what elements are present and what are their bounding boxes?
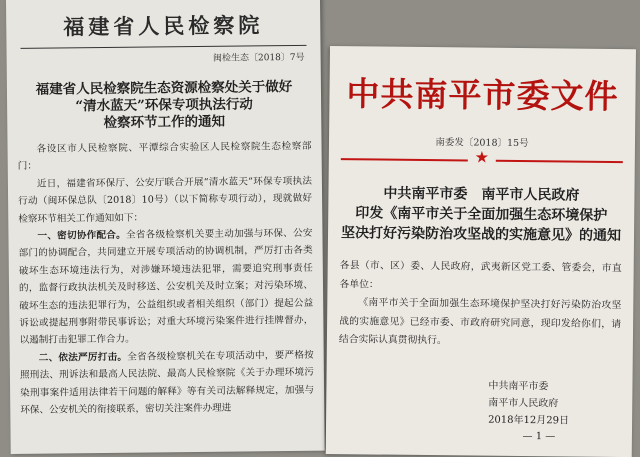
header-rule <box>21 45 307 49</box>
issue-date: 2018年12月29日 <box>488 414 570 427</box>
title-line: 检察环节工作的通知 <box>103 113 226 131</box>
doc-number: 闽检生态〔2018〕7号 <box>212 52 305 64</box>
body-paragraph: 《南平市关于全面加强生态环境保护坚决打好污染防治攻坚战的实施意见》已经市委、市政府研究同意，现印发给你们，请结合实际认真贯彻执行。 <box>338 297 622 347</box>
procuratorate-notice-page <box>6 0 325 454</box>
red-rule-right <box>496 160 623 163</box>
section-2-heading: 二、依法严厉打击。 <box>38 351 128 364</box>
agency-header: 福建省人民检察院 <box>63 12 264 40</box>
notice-body <box>17 138 314 420</box>
municipal-committee-document-page <box>326 46 636 457</box>
red-rule-with-star <box>341 147 623 168</box>
intro-paragraph: 近日，福建省环保厅、公安厅联合开展“清水蓝天”环保专项执法行动（闽环保总队〔2018〕10号）（以下简称专项行动），现就做好检察环节相关工作通知如下： <box>18 175 313 225</box>
notice-title <box>340 183 623 246</box>
page-number: — 1 — <box>522 430 556 442</box>
signatory: 中共南平市委 <box>488 380 549 392</box>
title-line: 中共南平市委 南平市人民政府 <box>383 185 580 204</box>
section-2 <box>20 347 315 420</box>
section-2-text: 全省各级检察机关在专项活动中，要严格按照刑法、刑诉法和最高人民法院、最高人民检察院《关于办理环境污染刑事案件适用法律若干问题的解释》等有关司法解释规定，加强与环保、公安机关的衔接联系，密切关注案件办理进 <box>19 349 315 416</box>
section-1-text: 全省各级检察机关要主动加强与环保、公安部门的协调配合，共同建立开展专项活动的协调机制，严厉打击各类破坏生态环境违法行为，对涉嫌环境违法犯罪，需要追究刑事责任的，监督行政执法机关及时移送、公安机关及时立案；对污染环境、破坏生态的违法犯罪行为，公益组织或者相关组织（部门）提起公益诉讼或提起刑事附带民事诉讼；对重大环境污染案件进行挂牌督办，以遏制打击犯罪工作合力。 <box>18 227 314 347</box>
red-masthead: 中共南平市委文件 <box>346 74 619 117</box>
addressee: 各县（市、区）委、人民政府，武夷新区党工委、管委会，市直各单位： <box>339 260 622 291</box>
signatory: 南平市人民政府 <box>488 397 559 409</box>
section-1 <box>18 225 313 350</box>
star-icon: ★ <box>474 147 490 167</box>
notice-body <box>339 257 622 352</box>
title-line: 福建省人民检察院生态资源检察处关于做好 <box>35 79 293 98</box>
notice-title <box>17 79 312 133</box>
title-line: “清水蓝天”环保专项执法行动 <box>75 96 253 115</box>
red-rule-left <box>341 158 468 161</box>
doc-number: 南委发〔2018〕15号 <box>435 137 529 150</box>
section-1-heading: 一、密切协作配合。 <box>37 229 126 242</box>
title-line: 印发《南平市关于全面加强生态环境保护 <box>355 205 608 224</box>
title-line: 坚决打好污染防治攻坚战的实施意见》的通知 <box>340 225 622 245</box>
addressee: 各设区市人民检察院、平潭综合实验区人民检察院生态检察部门： <box>17 140 312 173</box>
signature-block <box>488 377 621 429</box>
